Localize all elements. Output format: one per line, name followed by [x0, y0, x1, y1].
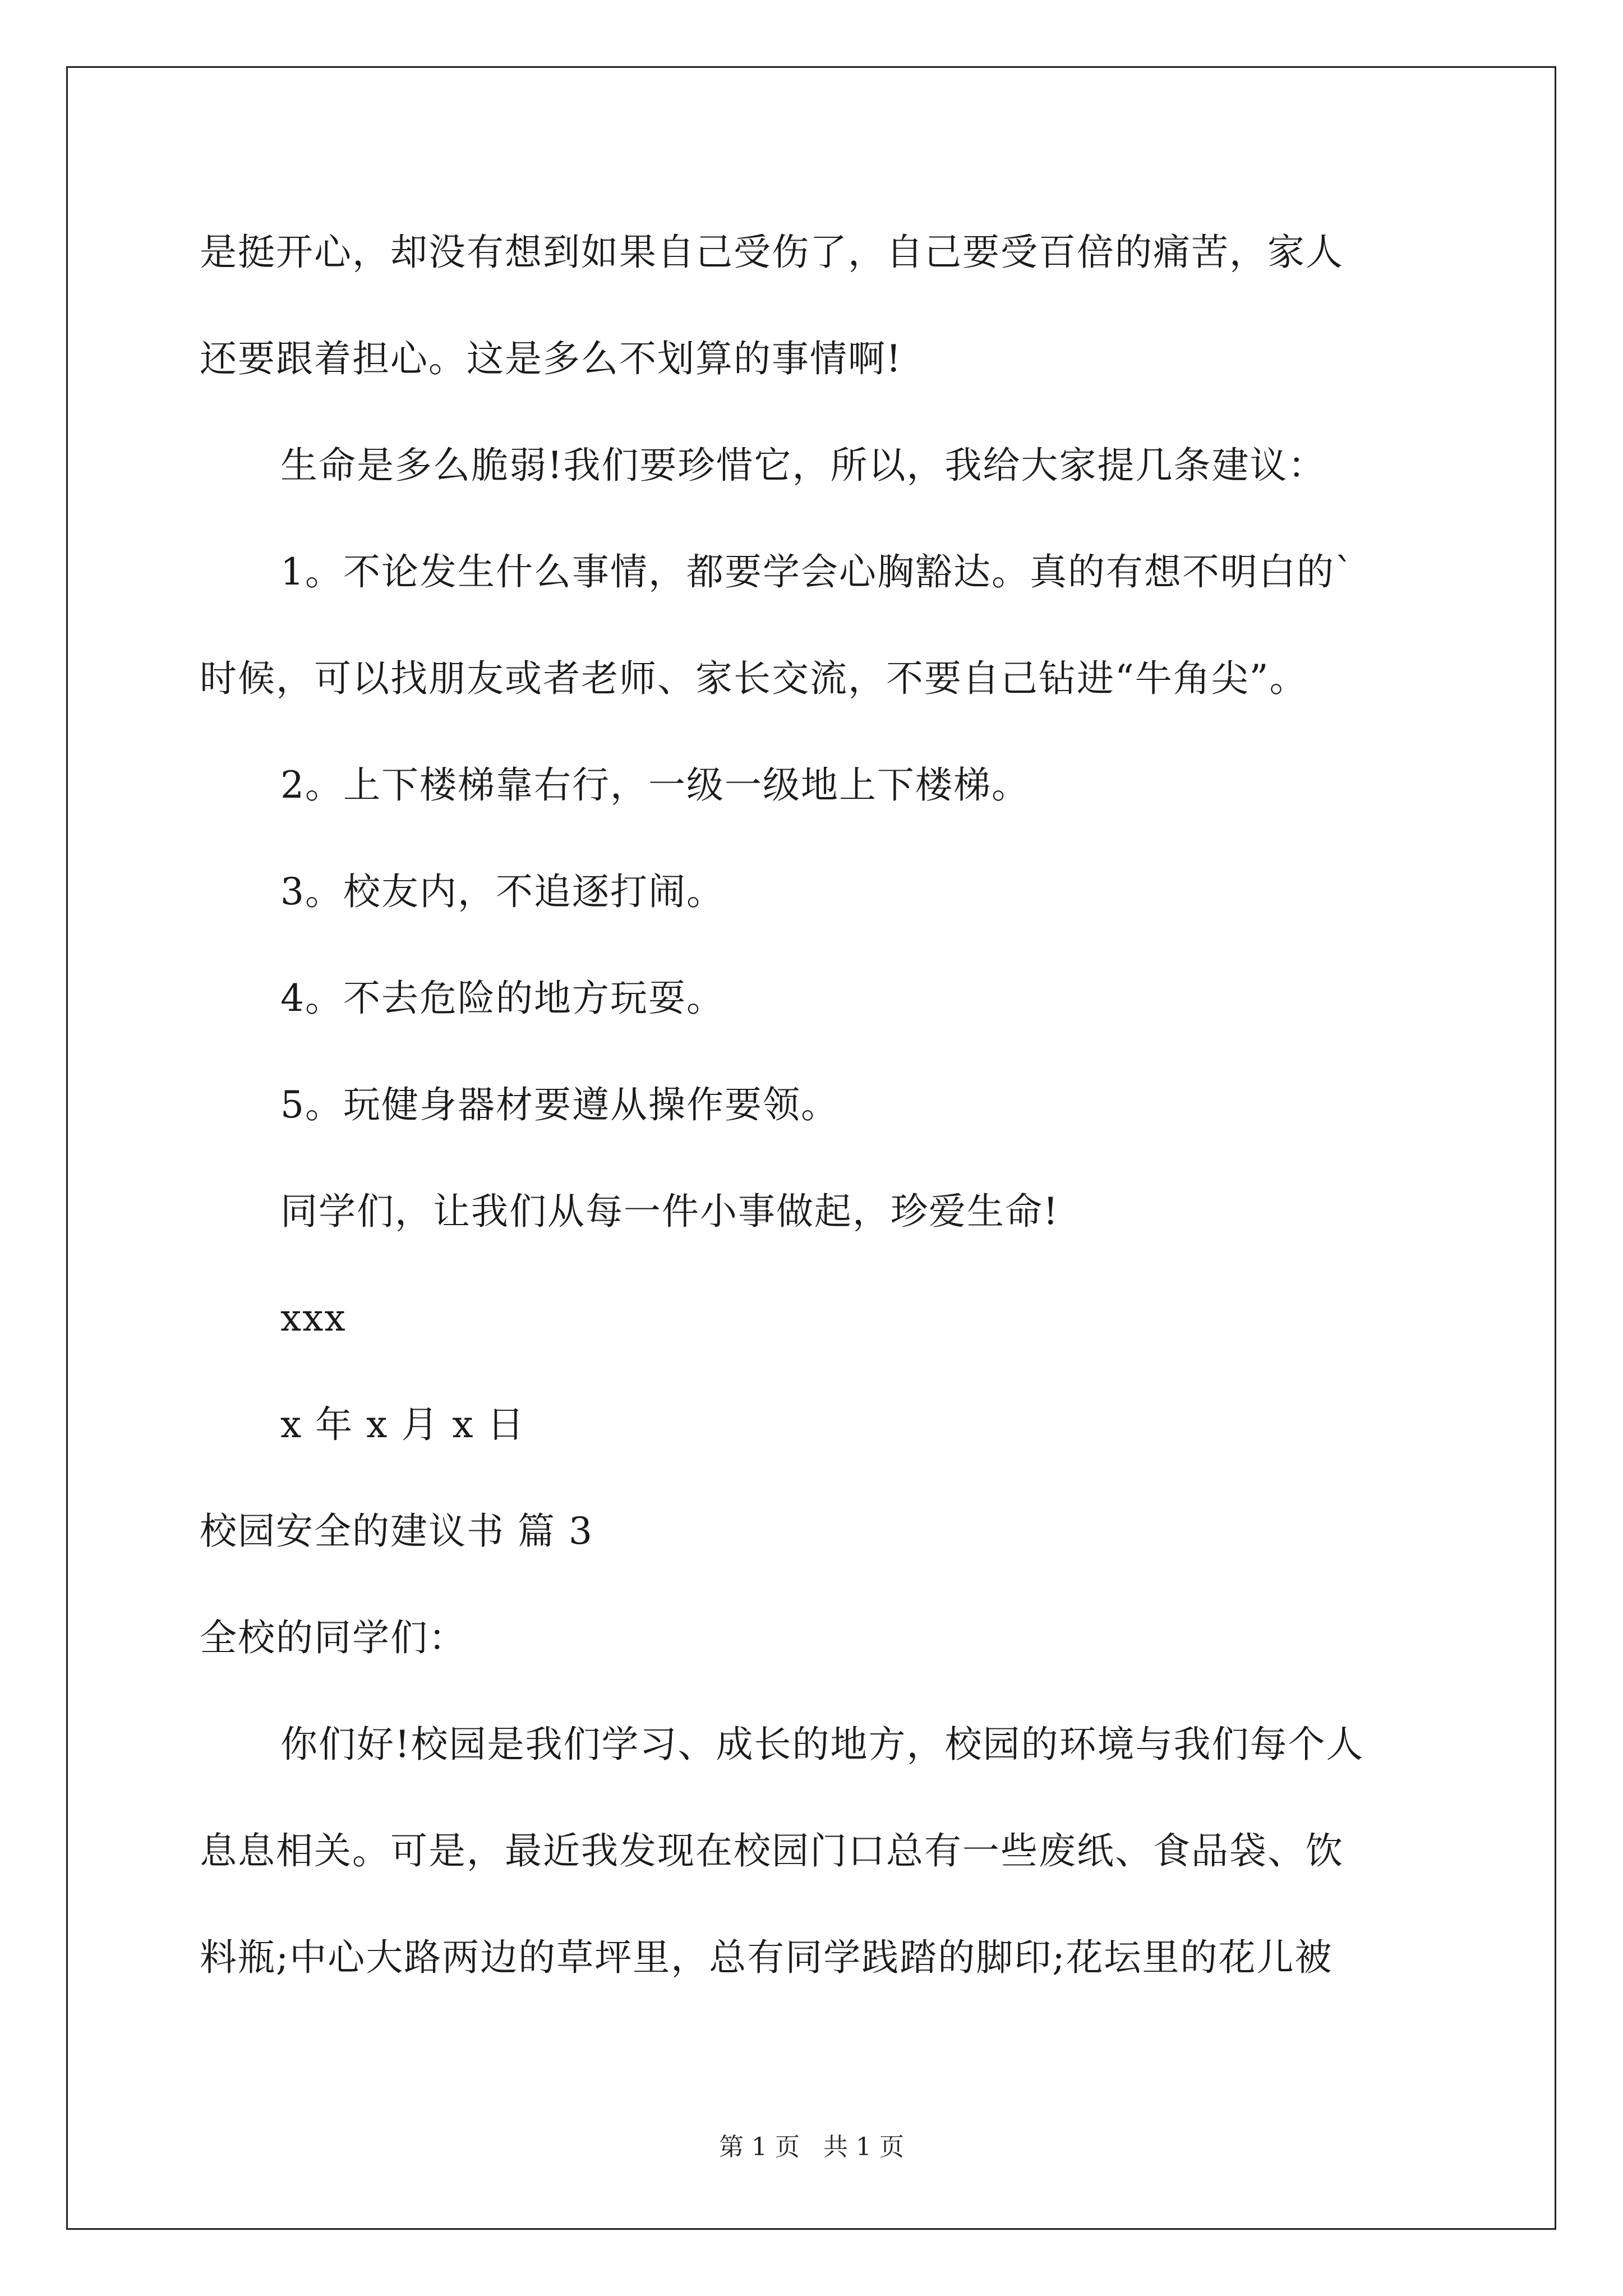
body-line-17: 料瓶;中心大路两边的草坪里，总有同学践踏的脚印;花坛里的花儿被: [200, 1936, 1333, 1979]
page-footer: [0, 2132, 1623, 2163]
body-line-3: 生命是多么脆弱!我们要珍惜它，所以，我给大家提几条建议：: [280, 444, 1326, 487]
body-line-16: 息息相关。可是，最近我发现在校园门口总有一些废纸、食品袋、饮: [200, 1829, 1344, 1872]
list-item-5: 5。玩健身器材要遵从操作要领。: [280, 1083, 839, 1126]
list-item-2: 2。上下楼梯靠右行，一级一级地上下楼梯。: [280, 763, 1030, 807]
page-number-current: 第 1 页: [719, 2133, 800, 2161]
signature: xxx: [280, 1296, 347, 1340]
page-border: [66, 66, 1556, 2230]
section-heading: 校园安全的建议书 篇 3: [200, 1510, 593, 1553]
page-number-total: 共 1 页: [823, 2133, 904, 2161]
body-line-2: 还要跟着担心。这是多么不划算的事情啊!: [200, 337, 902, 380]
body-line-1: 是挺开心，却没有想到如果自己受伤了，自己要受百倍的痛苦，家人: [200, 231, 1344, 274]
list-item-1: 1。不论发生什么事情，都要学会心胸豁达。真的有想不明白的`: [280, 550, 1354, 593]
salutation: 全校的同学们：: [200, 1616, 467, 1659]
body-line-15: 你们好!校园是我们学习、成长的地方，校园的环境与我们每个人: [280, 1723, 1364, 1766]
list-item-1-continued: 时候，可以找朋友或者老师、家长交流，不要自己钻进“牛角尖”。: [200, 657, 1308, 700]
list-item-4: 4。不去危险的地方玩耍。: [280, 977, 725, 1020]
date-line: x 年 x 月 x 日: [280, 1403, 525, 1446]
closing-line: 同学们，让我们从每一件小事做起，珍爱生命!: [280, 1190, 1059, 1233]
list-item-3: 3。校友内，不追逐打闹。: [280, 870, 725, 913]
